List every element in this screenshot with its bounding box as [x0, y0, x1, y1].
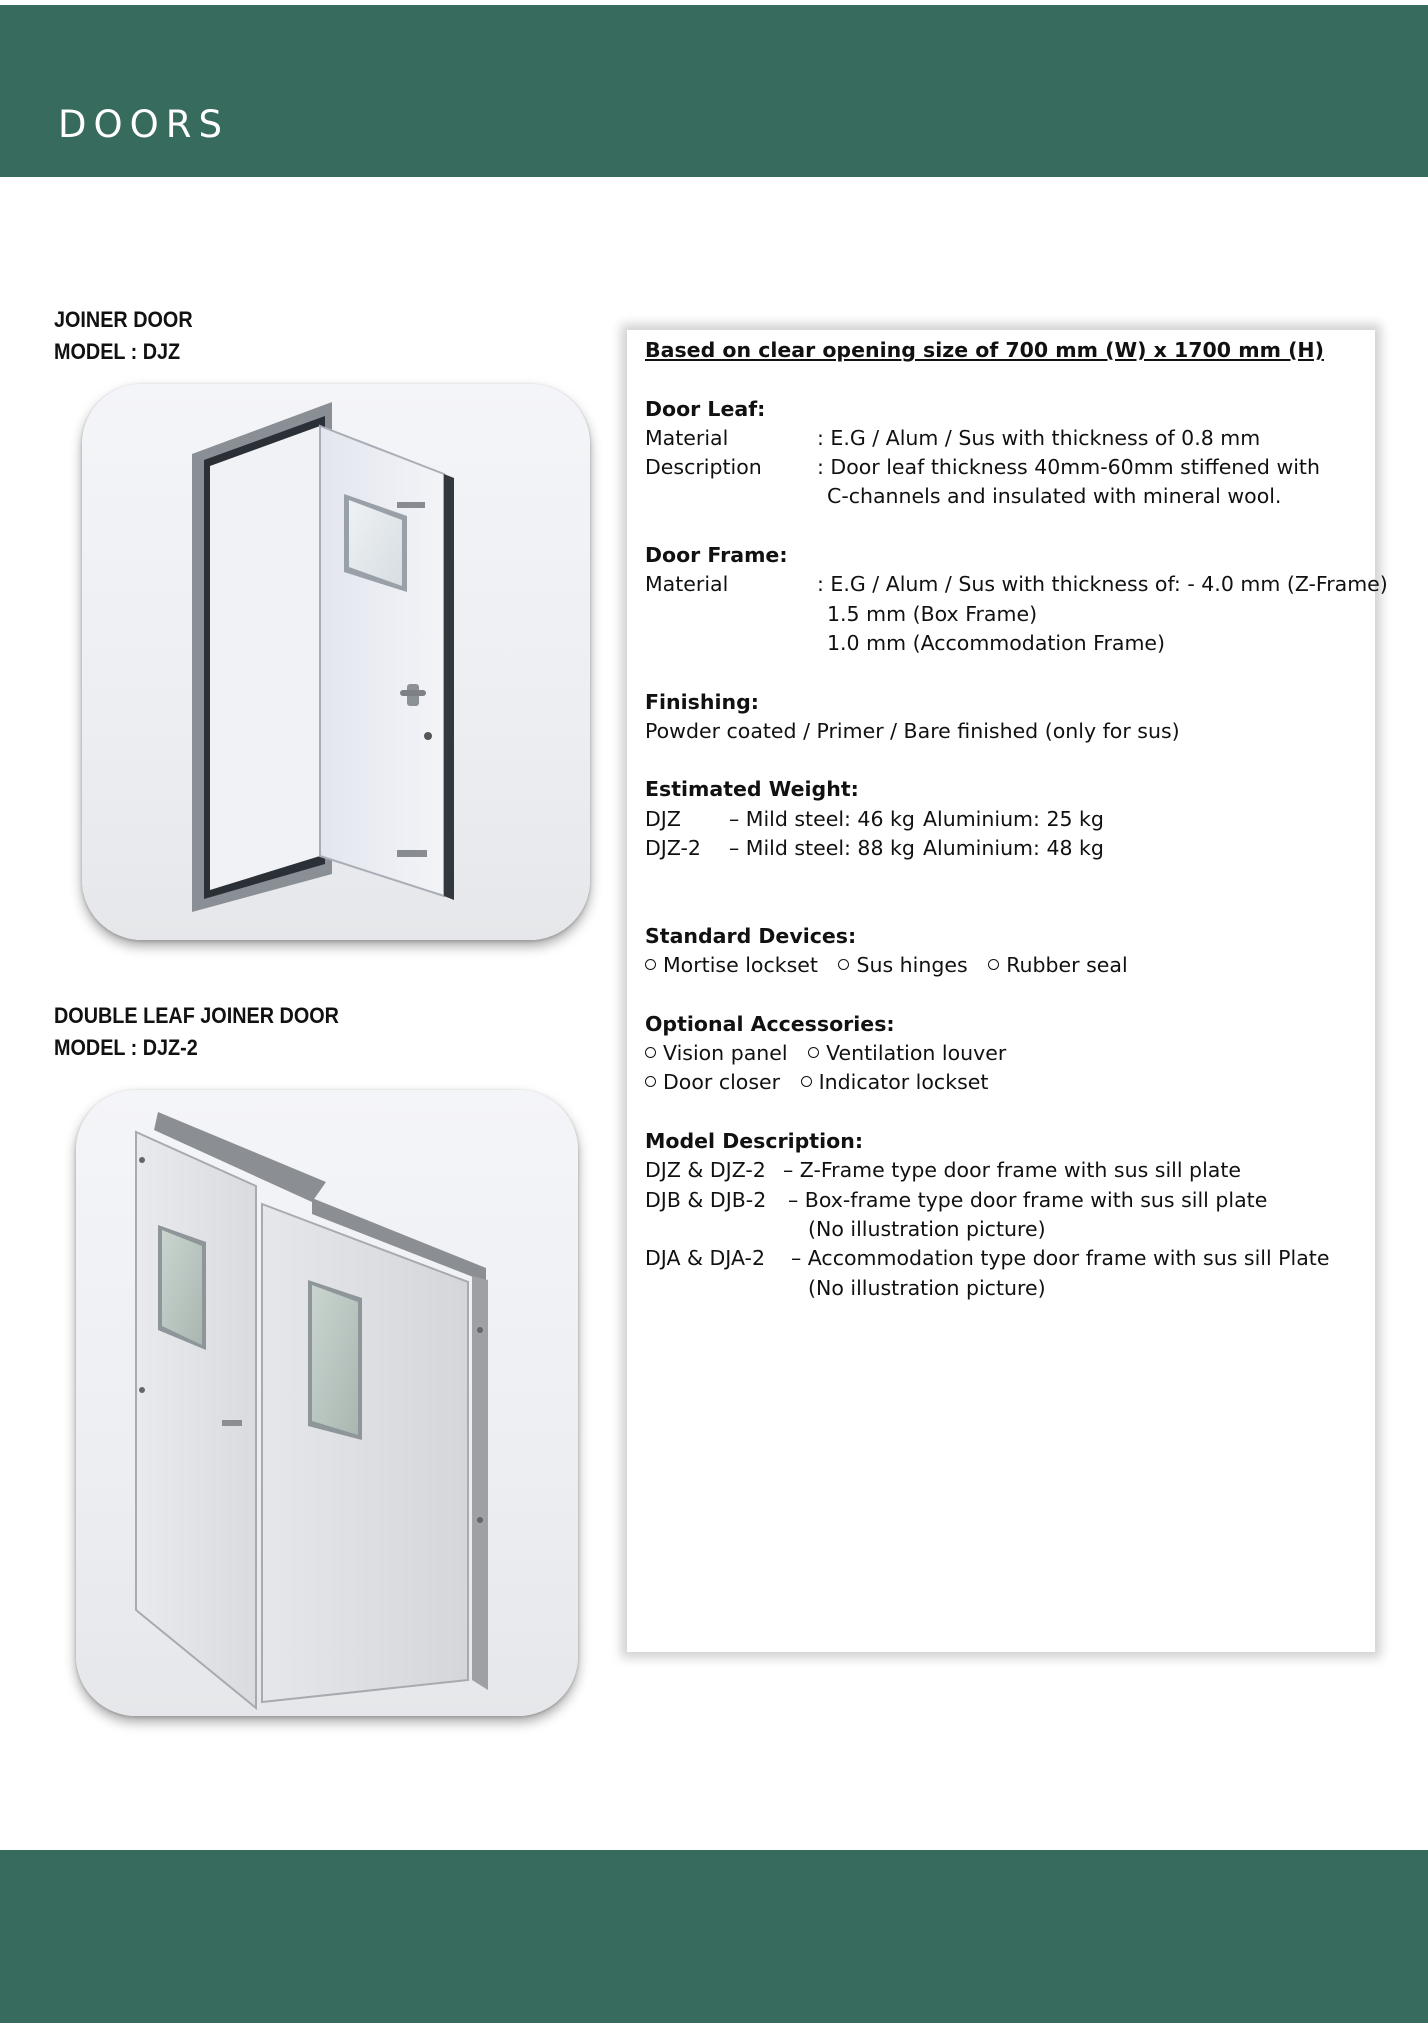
finishing-value: Powder coated / Primer / Bare finished (only for sus) — [645, 718, 1180, 743]
optional-row-1 — [645, 1039, 1375, 1068]
optional-item — [645, 1039, 788, 1068]
page-title: DOORS — [58, 103, 229, 146]
door-leaf-description-row-2 — [645, 482, 1375, 511]
door-leaf-description-value-2: C-channels and insulated with mineral wool. — [827, 484, 1282, 509]
door1-model: MODEL : DJZ — [54, 339, 181, 364]
model-desc: – Box-frame type door frame with sus sill plate — [788, 1187, 1268, 1212]
weight-steel: – Mild steel: 46 kg — [729, 806, 915, 831]
door1-name: JOINER DOOR — [54, 307, 193, 332]
model-row-djb — [645, 1186, 1375, 1215]
weight-steel: – Mild steel: 88 kg — [729, 836, 915, 861]
door-leaf-material-value: : E.G / Alum / Sus with thickness of 0.8 mm — [817, 425, 1261, 450]
weight-alum: Aluminium: 25 kg — [923, 806, 1104, 831]
door-leaf-description-row — [645, 453, 1375, 482]
door-frame-material-row-3 — [645, 629, 1375, 658]
door-leaf-description-label: Description — [645, 455, 762, 480]
weight-row-djz — [645, 805, 1375, 834]
model-description-heading: Model Description: — [645, 1129, 864, 1154]
circle-bullet-icon — [801, 1076, 812, 1087]
model-code: DJA & DJA-2 — [645, 1246, 765, 1271]
basis-title: Based on clear opening size of 700 mm (W) x 1700 mm (H) — [645, 338, 1324, 362]
finishing-heading: Finishing: — [645, 689, 759, 714]
spec-text — [645, 336, 1388, 1303]
double-leaf-door-image — [76, 1090, 578, 1716]
optional-item-label: Indicator lockset — [818, 1070, 989, 1095]
door-frame-material-value-2: 1.5 mm (Box Frame) — [827, 601, 1038, 626]
optional-item — [801, 1068, 989, 1097]
weight-model: DJZ — [645, 806, 681, 831]
model-code: DJZ & DJZ-2 — [645, 1158, 766, 1183]
door-leaf-heading: Door Leaf: — [645, 396, 766, 421]
optional-accessories-heading: Optional Accessories: — [645, 1011, 895, 1036]
circle-bullet-icon — [988, 959, 999, 970]
door-frame-material-row — [645, 570, 1388, 599]
joiner-door-image — [82, 384, 590, 940]
optional-item-label: Ventilation louver — [826, 1041, 1007, 1066]
model-note: (No illustration picture) — [808, 1275, 1046, 1300]
door-leaf-material-label: Material — [645, 425, 729, 450]
circle-bullet-icon — [645, 1047, 656, 1058]
weight-heading: Estimated Weight: — [645, 777, 859, 802]
door-frame-heading: Door Frame: — [645, 543, 788, 568]
door-frame-material-value-1: : E.G / Alum / Sus with thickness of: - 4.0 mm (Z-Frame) — [817, 572, 1388, 597]
standard-item-label: Rubber seal — [1006, 953, 1128, 978]
door-frame-material-row-2 — [645, 600, 1375, 629]
door2-name: DOUBLE LEAF JOINER DOOR — [54, 1003, 339, 1028]
door-leaf-material-row — [645, 424, 1375, 453]
model-row-dja — [645, 1244, 1375, 1273]
door2-heading — [54, 1000, 339, 1064]
standard-devices-heading: Standard Devices: — [645, 923, 857, 948]
standard-item — [838, 951, 967, 980]
optional-item-label: Vision panel — [663, 1041, 788, 1066]
door-frame-material-value-3: 1.0 mm (Accommodation Frame) — [827, 630, 1166, 655]
model-row-djb-note — [645, 1215, 1375, 1244]
model-desc: – Accommodation type door frame with sus sill Plate — [791, 1246, 1330, 1271]
header-band — [0, 5, 1428, 177]
standard-item — [988, 951, 1127, 980]
footer-band — [0, 1850, 1428, 2023]
model-row-dja-note — [645, 1274, 1375, 1303]
optional-item-label: Door closer — [663, 1070, 781, 1095]
optional-row-2 — [645, 1068, 1375, 1097]
model-note: (No illustration picture) — [808, 1216, 1046, 1241]
circle-bullet-icon — [838, 959, 849, 970]
weight-model: DJZ-2 — [645, 836, 701, 861]
standard-item — [645, 951, 818, 980]
door-frame-material-label: Material — [645, 572, 729, 597]
standard-item-label: Mortise lockset — [663, 953, 818, 978]
optional-item — [645, 1068, 780, 1097]
door-leaf-description-value-1: : Door leaf thickness 40mm-60mm stiffened with — [817, 455, 1320, 480]
standard-devices-row — [645, 951, 1375, 980]
weight-row-djz2 — [645, 834, 1375, 863]
circle-bullet-icon — [645, 959, 656, 970]
door2-model: MODEL : DJZ-2 — [54, 1035, 198, 1060]
door1-heading — [54, 304, 193, 368]
standard-item-label: Sus hinges — [856, 953, 968, 978]
model-desc: – Z-Frame type door frame with sus sill plate — [783, 1158, 1241, 1183]
circle-bullet-icon — [808, 1047, 819, 1058]
model-row-djz — [645, 1156, 1375, 1185]
optional-item — [808, 1039, 1006, 1068]
weight-alum: Aluminium: 48 kg — [923, 836, 1104, 861]
model-code: DJB & DJB-2 — [645, 1187, 767, 1212]
circle-bullet-icon — [645, 1076, 656, 1087]
